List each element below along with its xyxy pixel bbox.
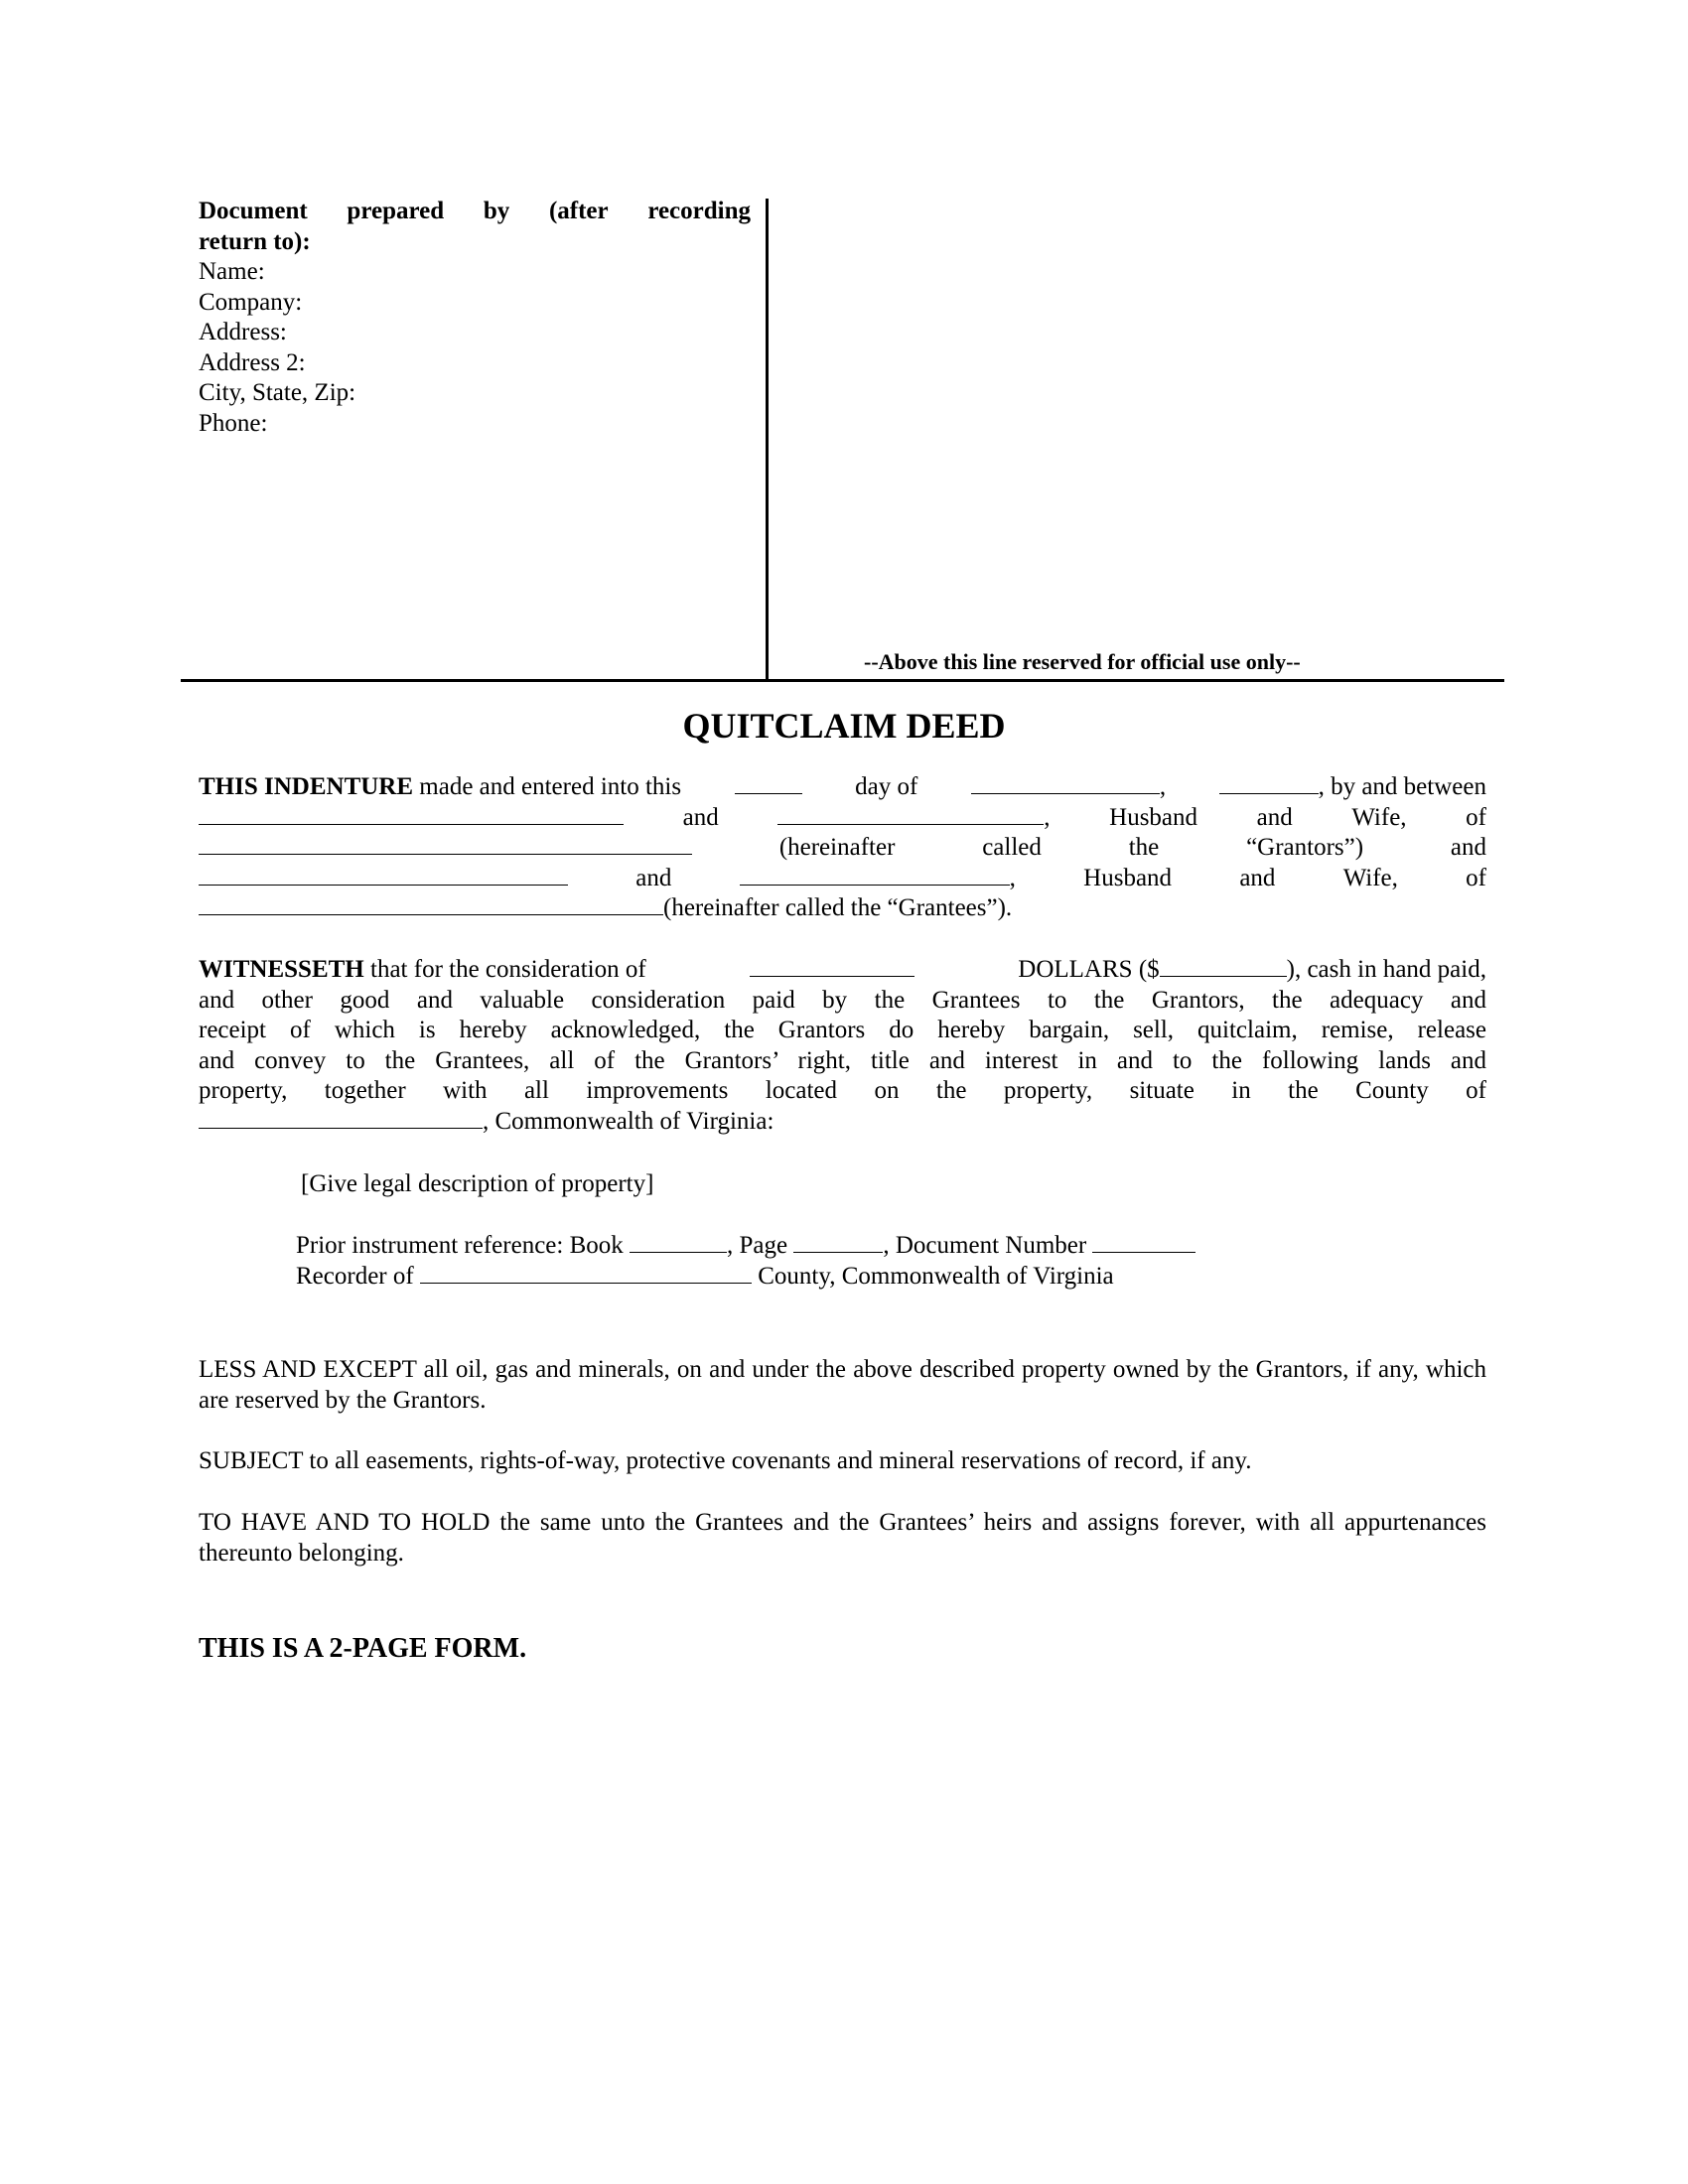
field-company-label: Company:	[199, 288, 303, 316]
text: Wife,	[1342, 864, 1398, 891]
witnesseth-lead: WITNESSETH	[199, 956, 364, 983]
field-address2-label: Address 2:	[199, 348, 306, 376]
text: and	[1450, 834, 1486, 861]
text: day of	[855, 773, 918, 800]
grantor-2-blank[interactable]	[777, 804, 1044, 825]
year-blank[interactable]	[1219, 773, 1319, 794]
preparer-heading-word: (after	[548, 198, 609, 224]
document-title: QUITCLAIM DEED	[682, 706, 1006, 746]
reserved-notice: --Above this line reserved for official use only--	[864, 649, 1301, 674]
consideration-amount-blank[interactable]	[1160, 956, 1287, 977]
recorder-county-blank[interactable]	[420, 1263, 752, 1284]
text: the	[1128, 834, 1160, 861]
text: that for the consideration of	[370, 956, 646, 983]
subject-paragraph: SUBJECT to all easements, rights-of-way, protective covenants and mineral reservations of record, if any.	[199, 1447, 1252, 1474]
indenture-line-1	[199, 772, 1486, 803]
indenture-lead: THIS INDENTURE	[199, 773, 414, 800]
witnesseth-line-4: and convey to the Grantees, all of the Grantors’ right, title and interest in and to the following lands and	[199, 1046, 1486, 1074]
grantee-residence-blank[interactable]	[199, 894, 663, 915]
text: ,	[1009, 864, 1016, 891]
preparer-block	[199, 197, 751, 439]
witnesseth-line-6	[199, 1107, 1486, 1138]
county-blank[interactable]	[199, 1108, 483, 1129]
preparer-heading-word: by	[483, 198, 510, 224]
witnesseth-line-1	[199, 955, 1486, 986]
witnesseth-paragraph	[199, 955, 1486, 1137]
text: of	[1466, 864, 1486, 891]
recording-area-rule	[181, 679, 1504, 682]
preparer-heading-line2: return to):	[199, 227, 311, 255]
legal-description-placeholder: [Give legal description of property]	[301, 1170, 654, 1197]
witnesseth-line-5: property, together with all improvements located on the property, situate in the County of	[199, 1077, 1486, 1104]
preparer-heading-word: prepared	[347, 198, 445, 224]
text: ,	[1044, 803, 1051, 831]
prior-instrument-reference	[296, 1231, 1418, 1292]
month-blank[interactable]	[971, 773, 1160, 794]
indenture-paragraph	[199, 772, 1486, 924]
text: and	[1256, 803, 1293, 831]
preparer-heading-line1	[199, 197, 751, 227]
field-phone-label: Phone:	[199, 409, 268, 437]
text: (hereinafter	[778, 834, 896, 861]
text: ), cash in hand paid,	[1286, 956, 1486, 983]
text: , Commonwealth of Virginia:	[483, 1107, 774, 1135]
grantor-residence-blank[interactable]	[199, 834, 692, 855]
field-address-label: Address:	[199, 319, 287, 345]
grantor-1-blank[interactable]	[199, 804, 624, 825]
text: , Page	[727, 1232, 788, 1259]
recorder-line	[296, 1262, 1418, 1293]
prior-instrument-line	[296, 1231, 1418, 1262]
vertical-divider	[766, 199, 769, 681]
book-blank[interactable]	[630, 1232, 727, 1253]
preparer-heading-word: Document	[199, 198, 308, 224]
text: Wife,	[1351, 803, 1407, 831]
indenture-line-2	[199, 803, 1486, 834]
indenture-line-4	[199, 864, 1486, 894]
two-page-form-notice: THIS IS A 2-PAGE FORM.	[199, 1633, 527, 1664]
text: “Grantors”)	[1246, 834, 1364, 861]
consideration-words-blank[interactable]	[750, 956, 914, 977]
text: Recorder of	[296, 1262, 414, 1290]
text: Husband	[1109, 803, 1198, 831]
grantee-2-blank[interactable]	[740, 865, 1010, 886]
witnesseth-line-2: and other good and valuable consideration paid by the Grantees to the Grantors, the adequacy and	[199, 986, 1486, 1014]
text: ,	[1159, 773, 1167, 800]
document-number-blank[interactable]	[1092, 1232, 1196, 1253]
less-and-except-paragraph: LESS AND EXCEPT all oil, gas and minerals, on and under the above described property owned by the Grantors, if any, which are reserved by the Grantors.	[199, 1356, 1486, 1414]
grantee-1-blank[interactable]	[199, 865, 568, 886]
page-blank[interactable]	[793, 1232, 883, 1253]
text: Husband	[1083, 864, 1173, 891]
day-blank[interactable]	[735, 773, 802, 794]
preparer-heading-word: recording	[647, 198, 751, 224]
indenture-line-3	[199, 833, 1486, 864]
text: and	[682, 803, 719, 831]
text: , Document Number	[883, 1232, 1087, 1259]
field-city-state-zip-label: City, State, Zip:	[199, 379, 356, 406]
text: called	[982, 834, 1042, 861]
indenture-line-5	[199, 893, 1486, 924]
text: Prior instrument reference: Book	[296, 1232, 624, 1259]
text: made and entered into this	[419, 773, 682, 800]
text: and	[635, 864, 672, 891]
field-name-label: Name:	[199, 258, 265, 285]
text: DOLLARS ($	[1018, 956, 1160, 983]
text: and	[1239, 864, 1276, 891]
to-have-and-to-hold-paragraph: TO HAVE AND TO HOLD the same unto the Grantees and the Grantees’ heirs and assigns forever, with all appurtenances thereunto belonging.	[199, 1509, 1486, 1567]
text: County, Commonwealth of Virginia	[758, 1262, 1114, 1290]
text: , by and between	[1318, 773, 1486, 800]
text: (hereinafter called the “Grantees”).	[663, 894, 1013, 921]
text: of	[1466, 803, 1486, 831]
witnesseth-line-3: receipt of which is hereby acknowledged, the Grantors do hereby bargain, sell, quitclaim, remise, release	[199, 1017, 1486, 1043]
